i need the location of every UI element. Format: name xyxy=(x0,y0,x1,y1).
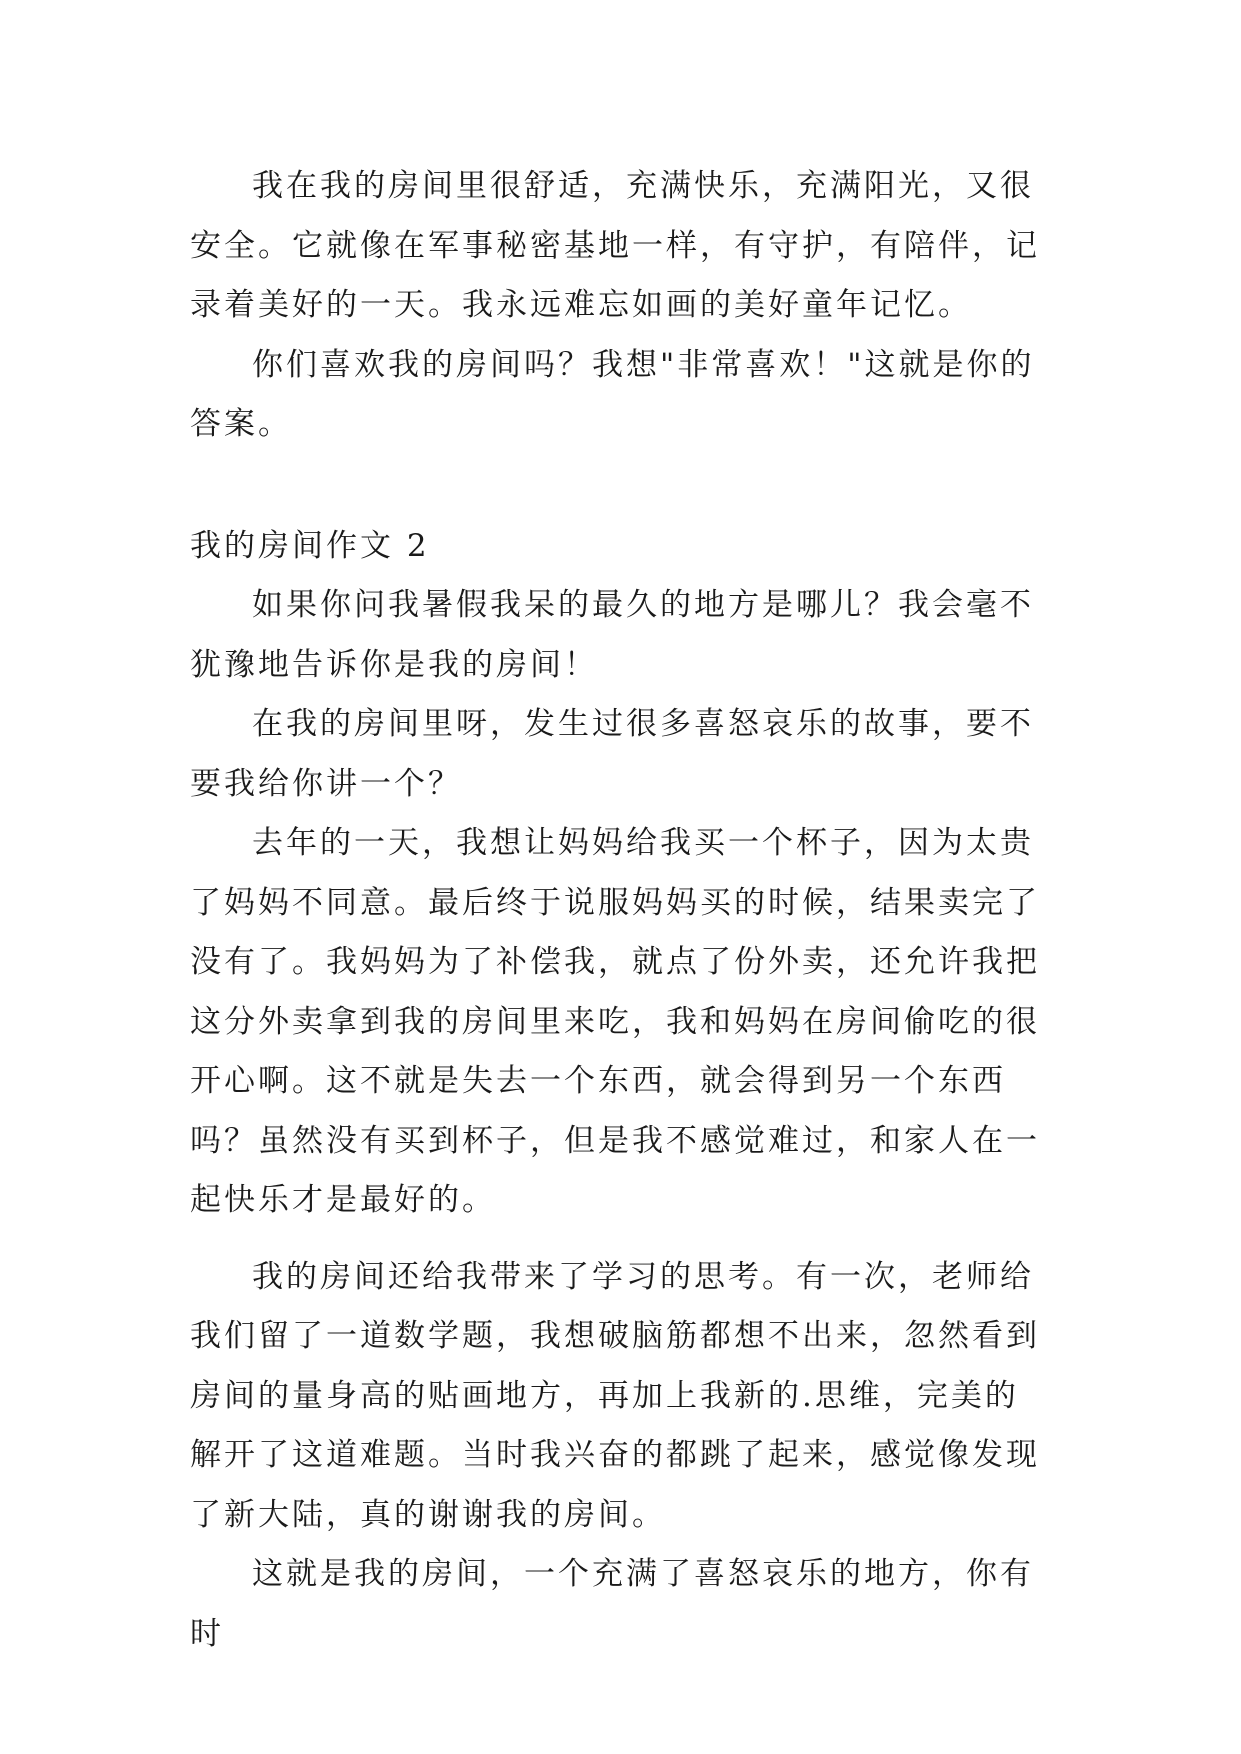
document-body xyxy=(190,157,1052,1664)
paragraph: 我的房间还给我带来了学习的思考。有一次，老师给我们留了一道数学题，我想破脑筋都想不出来，忽然看到房间的量身高的贴画地方，再加上我新的.思维，完美的解开了这道难题。当时我兴奋的都跳了起来，感觉像发现了新大陆，真的谢谢我的房间。 xyxy=(190,1258,1040,1533)
section-heading: 我的房间作文 2 xyxy=(190,527,430,564)
paragraph: 这就是我的房间，一个充满了喜怒哀乐的地方，你有时 xyxy=(190,1556,1034,1652)
paragraph: 去年的一天，我想让妈妈给我买一个杯子，因为太贵了妈妈不同意。最后终于说服妈妈买的时候，结果卖完了没有了。我妈妈为了补偿我，就点了份外卖，还允许我把这分外卖拿到我的房间里来吃，我和妈妈在房间偷吃的很开心啊。这不就是失去一个东西，就会得到另一个东西吗？虽然没有买到杯子，但是我不感觉难过，和家人在一起快乐才是最好的。 xyxy=(190,825,1040,1218)
paragraph: 如果你问我暑假我呆的最久的地方是哪儿？我会毫不犹豫地告诉你是我的房间！ xyxy=(190,587,1034,683)
paragraph: 我在我的房间里很舒适，充满快乐，充满阳光，又很安全。它就像在军事秘密基地一样，有守护，有陪伴，记录着美好的一天。我永远难忘如画的美好童年记忆。 xyxy=(190,168,1040,323)
paragraph: 你们喜欢我的房间吗？我想"非常喜欢！"这就是你的答案。 xyxy=(190,346,1035,442)
paragraph: 在我的房间里呀，发生过很多喜怒哀乐的故事，要不要我给你讲一个？ xyxy=(190,706,1034,802)
